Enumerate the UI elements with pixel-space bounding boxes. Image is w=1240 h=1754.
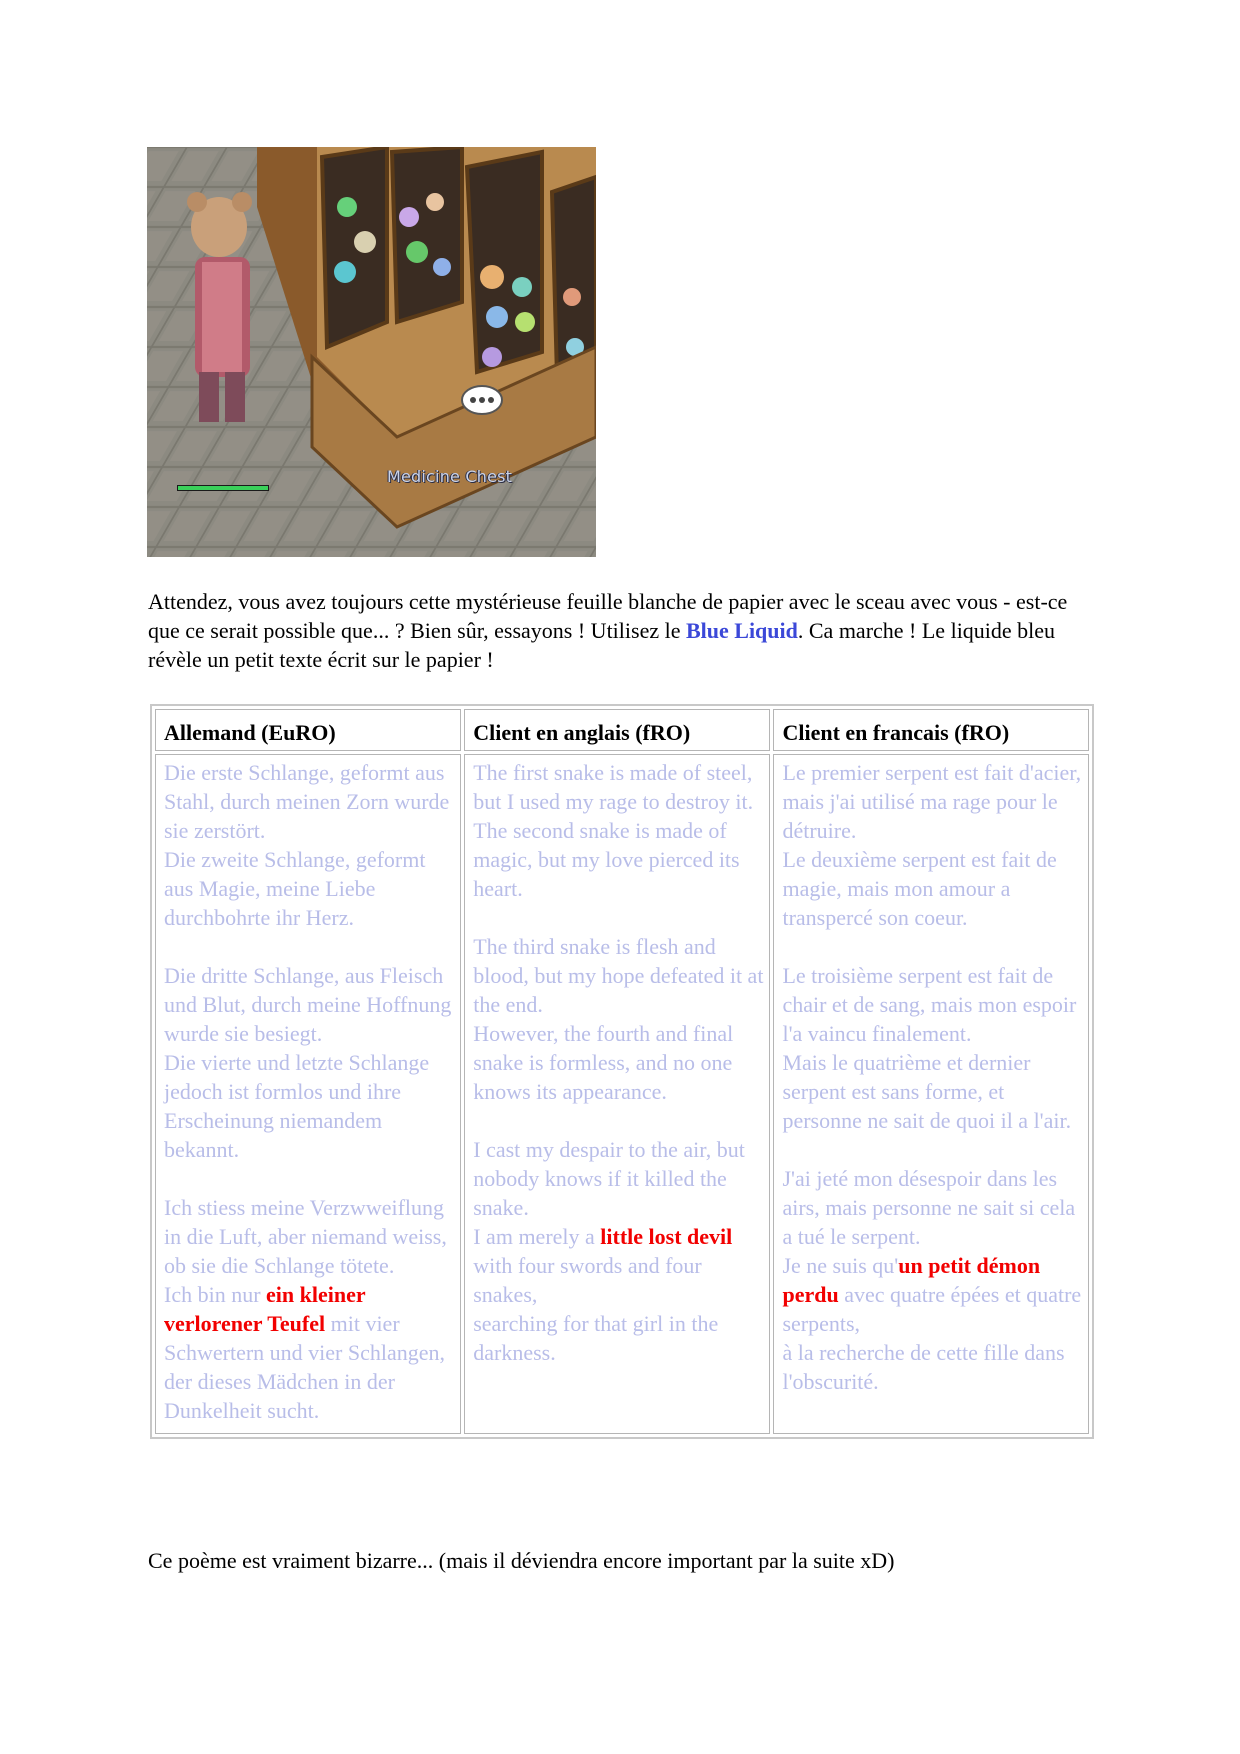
header-french: Client en francais (fRO) [773, 709, 1089, 751]
german-final-end: mit vier Schwertern und vier Schlangen, der dieses Mädchen in der Dunkelheit sucht. [164, 1311, 446, 1423]
german-final-start: Ich bin nur [164, 1282, 267, 1307]
table-row [155, 754, 1089, 1434]
french-final-end: avec quatre épées et quatre serpents, à la recherche de cette fille dans l'obscurité. [782, 1282, 1082, 1394]
english-stanza-1: The first snake is made of steel, but I used my rage to destroy it. The second snake is made of magic, but my love pierced its heart. [473, 760, 754, 901]
header-german: Allemand (EuRO) [155, 709, 461, 751]
french-poem-cell [773, 754, 1089, 1434]
english-final-start: I am merely a [473, 1224, 601, 1249]
english-stanza-3: I cast my despair to the air, but nobody knows if it killed the snake. [473, 1137, 745, 1220]
english-poem-cell [464, 754, 770, 1434]
intro-text-1: Attendez, vous avez toujours cette mystérieuse feuille blanche de papier avec le sceau avec vous - est-ce que ce serait possible que... ? Bien sûr, essayons ! Utilisez le [148, 589, 1068, 643]
poem-table [150, 704, 1094, 1439]
blue-liquid-link: Blue Liquid [685, 618, 798, 643]
german-stanza-1: Die erste Schlange, geformt aus Stahl, durch meinen Zorn wurde sie zerstört. Die zweite Schlange, geformt aus Magie, meine Liebe durchbohrte ihr Herz. [164, 760, 450, 930]
french-stanza-1: Le premier serpent est fait d'acier, mais j'ai utilisé ma rage pour le détruire. Le deuxième serpent est fait de magie, mais mon amour a transpercé son coeur. [782, 760, 1082, 930]
french-highlight: un petit démon perdu [782, 1253, 1041, 1307]
english-highlight: little lost devil [600, 1224, 733, 1249]
closing-paragraph: Ce poème est vraiment bizarre... (mais il déviendra encore important par la suite xD) [148, 1548, 895, 1573]
header-english: Client en anglais (fRO) [464, 709, 770, 751]
german-stanza-2: Die dritte Schlange, aus Fleisch und Blut, durch meine Hoffnung wurde sie besiegt. Die vierte und letzte Schlange jedoch ist formlos und ihre Erscheinung niemandem bekannt. [164, 963, 452, 1162]
intro-paragraph [148, 587, 1088, 674]
npc-label: Medicine Chest [387, 467, 513, 486]
table-header-row [155, 709, 1089, 751]
game-scene-image [147, 147, 596, 557]
german-poem-cell [155, 754, 461, 1434]
english-final-end: with four swords and four snakes, searching for that girl in the darkness. [473, 1253, 719, 1365]
intro-text-2: . Ca marche ! Le liquide bleu révèle un petit texte écrit sur le papier ! [148, 618, 1056, 672]
chat-bubble-icon [462, 386, 502, 414]
english-stanza-2: The third snake is flesh and blood, but my hope defeated it at the end. However, the fourth and final snake is formless, and no one knows its appearance. [473, 934, 764, 1104]
german-stanza-3: Ich stiess meine Verzwweiflung in die Luft, aber niemand weiss, ob sie die Schlange tötete. [164, 1195, 447, 1278]
game-screenshot [147, 147, 596, 557]
german-highlight: ein kleiner verlorener Teufel [164, 1282, 366, 1336]
french-stanza-2: Le troisième serpent est fait de chair et de sang, mais mon espoir l'a vaincu finalement. Mais le quatrième et dernier serpent est sans forme, et personne ne sait de quoi il a l'air. [782, 963, 1077, 1133]
french-stanza-3: J'ai jeté mon désespoir dans les airs, mais personne ne sait si cela a tué le serpent. [782, 1166, 1076, 1249]
french-final-start: Je ne suis qu' [782, 1253, 899, 1278]
